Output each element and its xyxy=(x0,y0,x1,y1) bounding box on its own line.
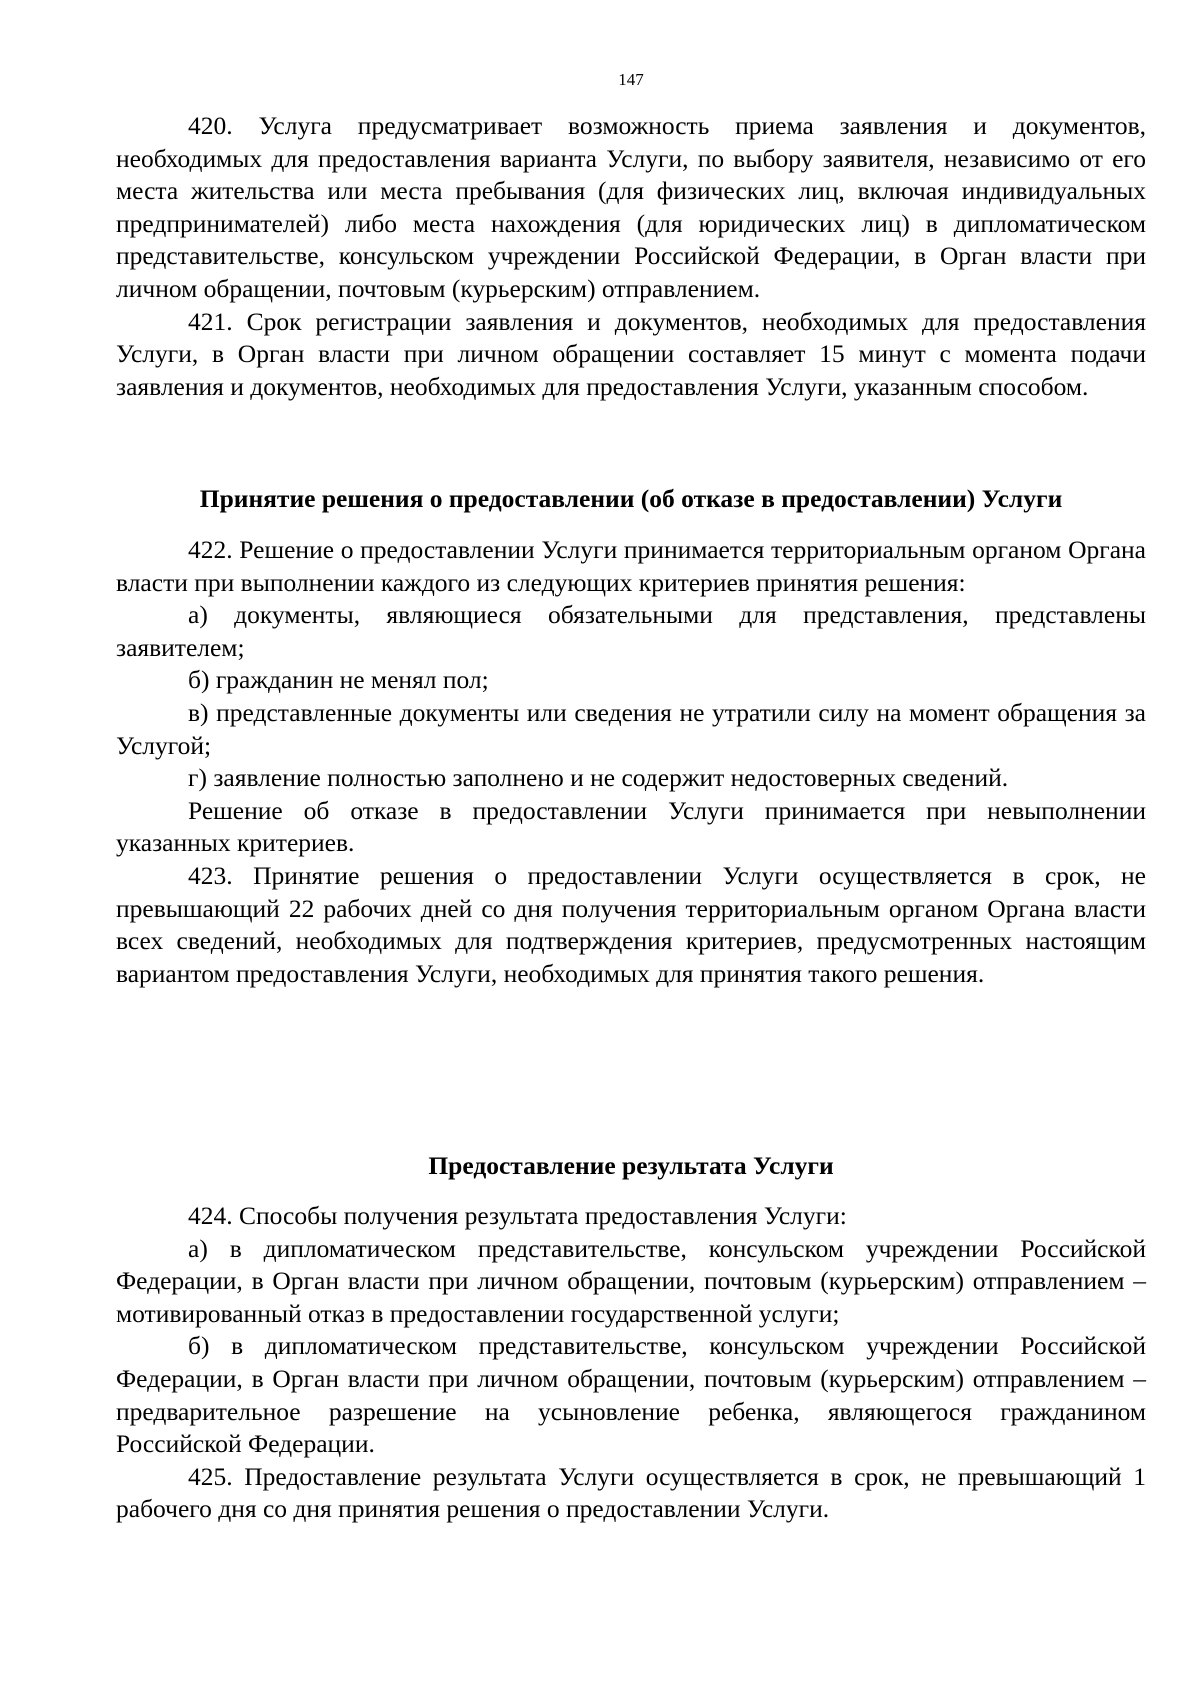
paragraph-425: 425. Предоставление результата Услуги осуществляется в срок, не превышающий 1 рабочего дня со дня принятия решения о предоставлении Услуги. xyxy=(116,1461,1146,1524)
criterion-b: б) гражданин не менял пол; xyxy=(188,665,489,695)
paragraph-421: 421. Срок регистрации заявления и документов, необходимых для предоставления Услуги, в Орган власти при личном обращении составляет 15 минут с момента подачи заявления и документов, необходимых для предоставления Услуги, указанным способом. xyxy=(116,306,1146,401)
section-heading-result: Предоставление результата Услуги xyxy=(428,1151,834,1180)
paragraph-420: 420. Услуга предусматривает возможность приема заявления и документов, необходимых для предоставления варианта Услуги, по выбору заявителя, независимо от его места жительства или места пребывания (для физических лиц, включая индивидуальных предпринимателей) либо места нахождения (для юридических лиц) в дипломатическом представительстве, консульском учреждении Российской Федерации, в Орган власти при личном обращении, почтовым (курьерским) отправлением. xyxy=(116,111,1146,303)
page-number: 147 xyxy=(618,70,644,89)
section-decision xyxy=(116,534,1146,990)
section-result xyxy=(116,1200,1146,1526)
section-heading-decision: Принятие решения о предоставлении (об отказе в предоставлении) Услуги xyxy=(199,484,1063,513)
criterion-c: в) представленные документы или сведения не утратили силу на момент обращения за Услугой; xyxy=(116,697,1146,760)
section-reception xyxy=(116,110,1146,403)
paragraph-refusal: Решение об отказе в предоставлении Услуги принимается при невыполнении указанных критериев. xyxy=(116,795,1146,858)
paragraph-423: 423. Принятие решения о предоставлении Услуги осуществляется в срок, не превышающий 22 рабочих дней со дня получения территориальным органом Органа власти всех сведений, необходимых для подтверждения критериев, предусмотренных настоящим вариантом предоставления Услуги, необходимых для принятия такого решения. xyxy=(116,860,1146,988)
result-method-a: а) в дипломатическом представительстве, консульском учреждении Российской Федерации, в Орган власти при личном обращении, почтовым (курьерским) отправлением – мотивированный отказ в предоставлении государственной услуги; xyxy=(116,1233,1146,1328)
paragraph-424: 424. Способы получения результата предоставления Услуги: xyxy=(188,1201,847,1230)
paragraph-422: 422. Решение о предоставлении Услуги принимается территориальным органом Органа власти при выполнении каждого из следующих критериев принятия решения: xyxy=(116,535,1146,597)
criterion-d: г) заявление полностью заполнено и не содержит недостоверных сведений. xyxy=(188,763,1009,793)
result-method-b: б) в дипломатическом представительстве, консульском учреждении Российской Федерации, в Орган власти при личном обращении, почтовым (курьерским) отправлением – предварительное разрешение на усыновление ребенка, являющегося гражданином Российской Федерации. xyxy=(116,1331,1146,1459)
criterion-a: а) документы, являющиеся обязательными для представления, представлены заявителем; xyxy=(116,600,1146,662)
